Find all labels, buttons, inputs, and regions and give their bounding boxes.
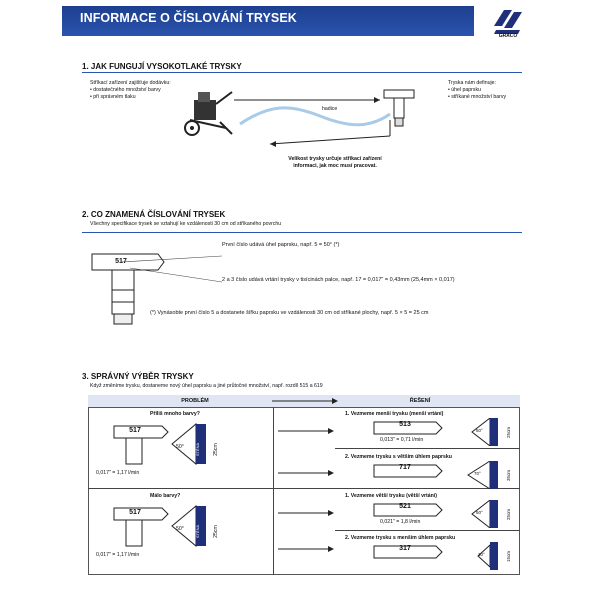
solution-flow: 0,021" = 1,8 l/min [380, 519, 421, 525]
spec-line-1: První číslo udává úhel paprsku, např. 5 = 50° (*) [222, 242, 340, 248]
spray-gun-icon [380, 86, 420, 130]
section1-right-text [448, 80, 558, 101]
section1-title: 1. JAK FUNGUJÍ VYSOKOTLAKÉ TRYSKY [82, 62, 242, 71]
solution-title: 1. Vezmeme větší trysku (větší vrtání) [345, 493, 437, 499]
right-intro: Tryska nám definuje: [448, 80, 496, 86]
sol-divider [335, 530, 520, 531]
solution-tip-code: 513 [399, 421, 411, 428]
solution-angle: 50° [476, 428, 483, 433]
section3-title: 3. SPRÁVNÝ VÝBĚR TRYSKY [82, 372, 194, 381]
problem-text: Příliš mnoho barvy? [150, 411, 200, 417]
problem-tip-code: 517 [129, 427, 141, 434]
section2-rule [82, 232, 522, 233]
section2-title: 2. CO ZNAMENÁ ČÍSLOVÁNÍ TRYSEK [82, 210, 226, 219]
left-intro: Stříkací zařízení zajišťuje dodávku: [90, 80, 171, 86]
solution-flow: 0,013" = 0,71 l/min [380, 437, 424, 443]
section3-subtitle: Když změníme trysku, dostaneme nový úhel paprsku a jiné průtočné množství, např. rozdíl 515 a 619 [90, 383, 323, 389]
left-item: • při správném tlaku [90, 94, 200, 101]
solution-width: 35cm [506, 469, 512, 482]
table-divider [273, 407, 274, 575]
solution-angle: 50° [476, 510, 483, 515]
problem-angle: 50° [176, 526, 184, 532]
right-item: • stříkané množství barvy [448, 94, 558, 101]
sol-divider [335, 448, 520, 449]
solution-tip-code: 521 [399, 503, 411, 510]
arrow-icon [270, 395, 340, 407]
note-line: Velikost trysky určuje stříkací zařízení [288, 156, 382, 162]
solution-title: 1. Vezmeme menší trysku (menší vrtání) [345, 411, 444, 417]
solution-width: 25cm [506, 508, 512, 521]
page-title: INFORMACE O ČÍSLOVÁNÍ TRYSEK [80, 11, 297, 25]
problem-width: 25cm [212, 443, 219, 456]
spec-line-2: 2 a 3 číslo udává vrtání trysky v tisícinách palce, např. 17 = 0,017" = 0,43mm (25,4mm × 0,017) [222, 277, 455, 283]
solution-angle: 70° [474, 471, 481, 476]
solution-width: 15cm [506, 550, 512, 563]
right-item: • úhel paprsku [448, 87, 558, 94]
problem-tip-code: 517 [129, 509, 141, 516]
problem-text: Málo barvy? [150, 493, 181, 499]
section2-subtitle: Všechny specifikace trysek se vztahují ke vzdálenosti 30 cm od stříkaného povrchu [90, 221, 282, 227]
col-solution: ŘEŠENÍ [409, 398, 431, 404]
col-problem: PROBLÉM [181, 398, 209, 404]
spec-line-3: (*) Vynásobte první číslo 5 a dostanete šířku paprsku ve vzdálenosti 30 cm od stříkané plochy, např. 5 × 5 = 25 cm [150, 310, 429, 316]
hose-label: hadice [322, 106, 338, 112]
solution-tip-code: 317 [399, 545, 411, 552]
solution-title: 2. Vezmeme trysku s větším úhlem paprsku [345, 454, 452, 460]
solution-width: 25cm [506, 426, 512, 439]
problem-width: 25cm [212, 525, 219, 538]
wall-label: STĚNA [195, 442, 201, 457]
problem-flow: 0,017" = 1,17 l/min [96, 470, 140, 476]
tip-code: 517 [115, 258, 127, 265]
section1-note [260, 156, 410, 170]
solution-title: 2. Vezmeme trysku s menším úhlem paprsku [345, 535, 456, 541]
wall-label: STĚNA [195, 524, 201, 539]
solution-angle: 30° [478, 552, 485, 557]
solution-tip-code: 717 [399, 464, 411, 471]
left-item: • dostatečného množství barvy [90, 87, 200, 94]
section1-rule [82, 72, 522, 73]
row-arrows [276, 425, 336, 555]
problem-angle: 50° [176, 444, 184, 450]
note-line: informaci, jak moc musí pracovat. [293, 163, 377, 169]
problem-flow: 0,017" = 1,17 l/min [96, 552, 140, 558]
brand-name: GRACO [498, 33, 518, 39]
